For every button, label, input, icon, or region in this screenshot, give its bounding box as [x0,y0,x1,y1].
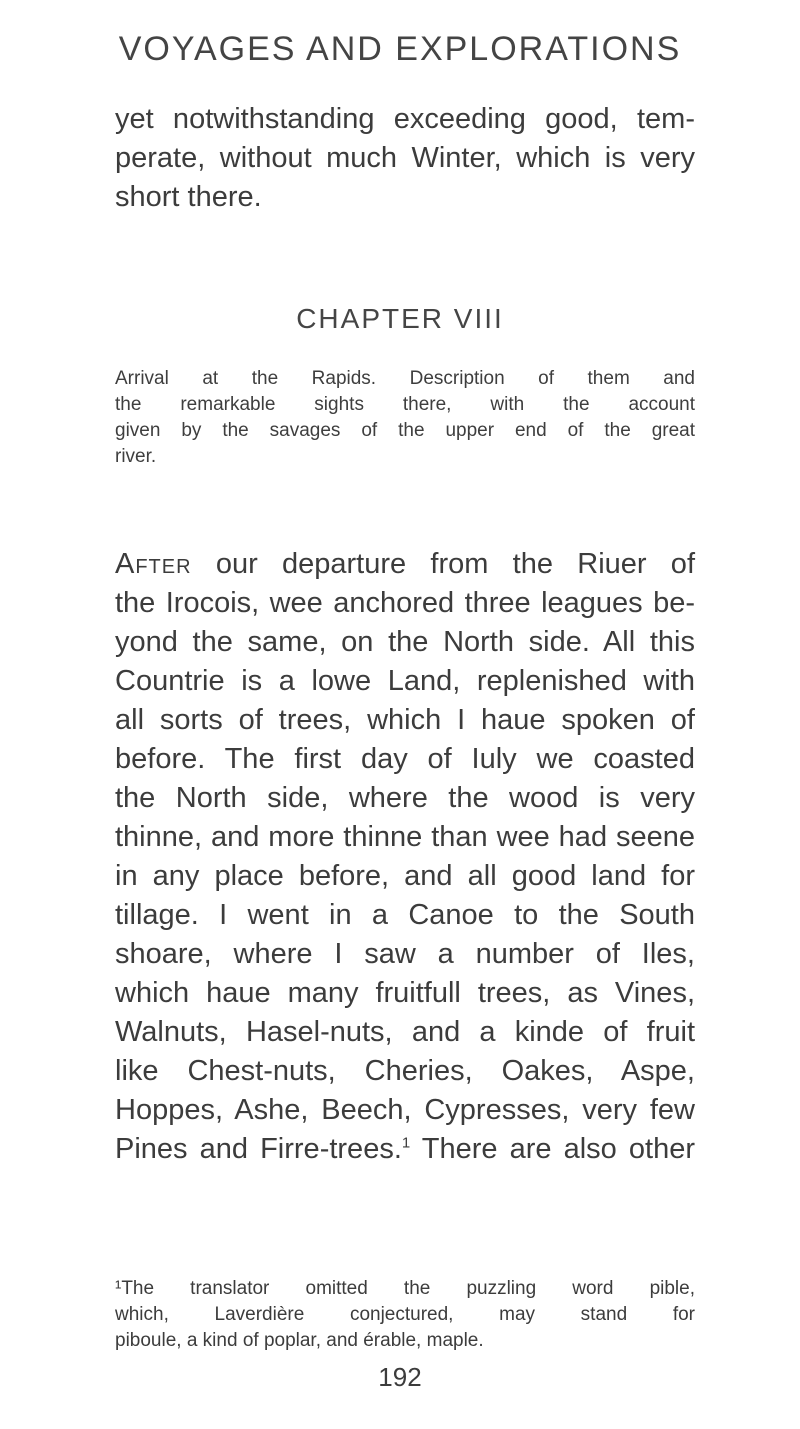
text-fragment: our departure from the Riuer of [191,548,695,580]
text-line: Hoppes, Ashe, Beech, Cypresses, very few [115,1094,695,1126]
text-line: perate, without much Winter, which is very [115,142,695,174]
text-line: in any place before, and all good land for [115,860,695,892]
text-line: like Chest-nuts, Cheries, Oakes, Aspe, [115,1055,695,1087]
text-line [115,545,695,584]
footnote [115,1276,695,1354]
summary-line: the remarkable sights there, with the account [115,394,695,415]
text-line: yond the same, on the North side. All this [115,626,695,658]
footnote-line: which, Laverdière conjectured, may stand for [115,1304,695,1325]
intro-paragraph [115,100,695,217]
footnote-line: ¹The translator omitted the puzzling word pible, [115,1278,695,1299]
text-fragment: There are also other [410,1133,695,1165]
running-head: VOYAGES AND EXPLORATIONS [118,30,682,68]
text-line: thinne, and more thinne than wee had seene [115,821,695,853]
main-paragraph [115,545,695,1169]
text-line: tillage. I went in a Canoe to the South [115,899,695,931]
text-line: short there. [115,181,262,213]
opening-word: After [115,548,192,580]
page-number: 192 [378,1362,422,1392]
text-line [115,1130,695,1169]
text-line: all sorts of trees, which I haue spoken of [115,704,695,736]
text-fragment: Pines and Firre-trees. [115,1133,402,1165]
footnote-marker: 1 [401,1134,411,1152]
text-line: Countrie is a lowe Land, replenished with [115,665,695,697]
text-line: the North side, where the wood is very [115,782,695,814]
chapter-title: CHAPTER VIII [296,303,504,334]
text-line: before. The first day of Iuly we coasted [115,743,695,775]
text-line: which haue many fruitfull trees, as Vines, [115,977,695,1009]
summary-line: river. [115,446,157,467]
text-line: shoare, where I saw a number of Iles, [115,938,695,970]
footnote-line: piboule, a kind of poplar, and érable, maple. [115,1330,484,1351]
summary-line: given by the savages of the upper end of the great [115,420,695,441]
chapter-summary [115,366,695,470]
text-line: the Irocois, wee anchored three leagues be- [115,587,695,619]
text-line: yet notwithstanding exceeding good, tem- [115,103,695,135]
text-line: Walnuts, Hasel-nuts, and a kinde of fruit [115,1016,695,1048]
summary-line: Arrival at the Rapids. Description of them and [115,368,695,389]
